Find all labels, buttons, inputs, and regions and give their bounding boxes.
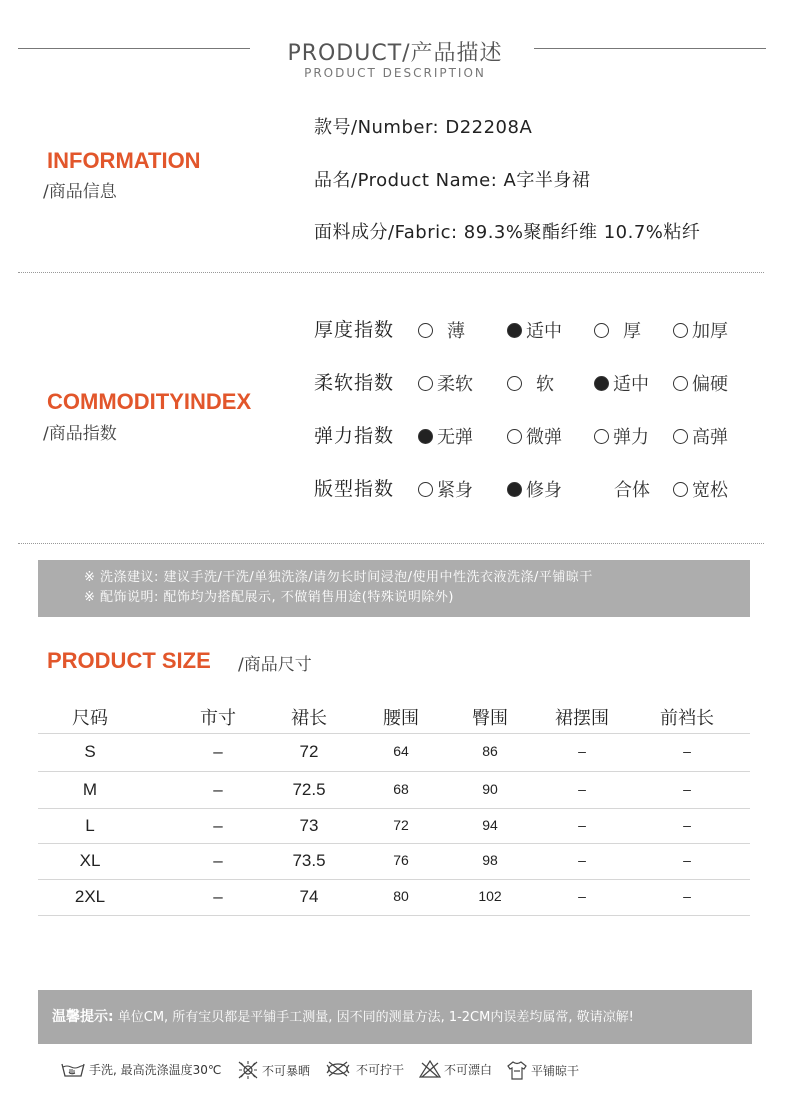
wash-advice-box [38,560,750,617]
product-size-heading: PRODUCT SIZE [47,648,211,673]
index-row-label: 厚度指数 [314,319,395,341]
tip-label: 温馨提示: [52,1009,114,1025]
index-option-label: 合体 [614,480,650,501]
size-cell: 73 [299,816,319,835]
index-option [507,423,562,449]
index-option-label: 薄 [447,321,465,342]
no-sun-icon [237,1060,259,1080]
size-cell: 94 [482,817,498,833]
care-label: 手洗, 最高洗涤温度30℃ [89,1062,222,1077]
no-wring-icon [323,1060,353,1078]
size-cell: – [213,742,223,761]
index-option-label: 宽松 [692,480,728,501]
index-option [418,370,473,396]
accessory-note-line: ※ 配饰说明: 配饰均为搭配展示, 不做销售用途(特殊说明除外) [84,590,454,605]
size-cell: 72.5 [292,780,326,799]
size-cell: 73.5 [292,851,326,870]
flat-dry-icon [506,1060,528,1080]
index-option-label: 紧身 [437,480,473,501]
size-cell: – [578,743,586,759]
page-title: PRODUCT/产品描述 [287,41,503,66]
index-option [507,476,562,502]
care-no-wring [323,1060,404,1078]
size-cell: 76 [393,852,409,868]
size-cell: 86 [482,743,498,759]
index-option [507,317,562,343]
product-name-field: 品名/Product Name: A字半身裙 [314,170,591,191]
size-cell: S [84,742,96,761]
care-flat-dry [506,1060,579,1080]
size-cell: 102 [478,888,502,904]
index-row-label: 柔软指数 [314,372,395,394]
size-cell: – [578,852,586,868]
index-option [673,370,728,396]
index-option [418,476,473,502]
radio-selected-icon [594,376,609,391]
index-row-label: 弹力指数 [314,425,395,447]
information-heading: INFORMATION [47,148,201,173]
wash-advice-line: ※ 洗涤建议: 建议手洗/干洗/单独洗涤/请勿长时间浸泡/使用中性洗衣液洗涤/平铺晾干 [84,570,593,585]
radio-empty-icon [673,482,688,497]
size-cell: – [683,817,691,833]
product-size-subheading: /商品尺寸 [238,655,312,675]
index-row-label: 版型指数 [314,478,395,500]
fabric-field: 面料成分/Fabric: 89.3%聚酯纤维 10.7%粘纤 [314,222,701,243]
size-cell: – [683,852,691,868]
index-option-label: 适中 [526,321,562,342]
size-cell: – [683,781,691,797]
index-option [418,423,473,449]
care-hand-wash [60,1060,221,1078]
size-cell: – [578,888,586,904]
size-cell: – [213,851,223,870]
size-row-divider [38,733,750,734]
index-option [673,317,728,343]
index-option [594,317,641,343]
radio-empty-icon [507,429,522,444]
tip-text: 单位CM, 所有宝贝都是平铺手工测量, 因不同的测量方法, 1-2CM内误差均属常, 敬请凉解! [113,1010,634,1025]
size-cell: 72 [299,742,319,761]
radio-empty-icon [673,429,688,444]
radio-empty-icon [418,482,433,497]
size-cell: 64 [393,743,409,759]
radio-empty-icon [418,323,433,338]
size-cell: 80 [393,888,409,904]
index-option-label: 无弹 [437,427,473,448]
care-label: 不可漂白 [444,1062,493,1077]
index-option [594,423,649,449]
index-option-label: 加厚 [692,321,728,342]
care-label: 平铺晾干 [531,1063,580,1078]
size-column-header: 裙摆围 [555,708,609,729]
radio-empty-icon [673,376,688,391]
size-cell: 2XL [74,887,106,906]
size-column-header: 前裆长 [660,708,714,729]
index-option [673,423,728,449]
information-subheading: /商品信息 [43,182,117,202]
care-no-sun [237,1060,310,1080]
size-cell: 68 [393,781,409,797]
index-option-label: 修身 [526,480,562,501]
radio-empty-icon [673,323,688,338]
index-option [507,370,554,396]
size-cell: M [82,780,98,799]
size-column-header: 裙长 [291,708,327,729]
size-column-header: 市寸 [200,708,236,729]
index-option-label: 弹力 [613,427,649,448]
care-label: 不可暴晒 [262,1063,311,1078]
size-cell: – [578,817,586,833]
index-option-label: 适中 [613,374,649,395]
size-row-divider [38,843,750,844]
size-cell: – [213,816,223,835]
size-cell: 98 [482,852,498,868]
size-row-divider [38,915,750,916]
size-cell: – [683,743,691,759]
radio-empty-icon [594,429,609,444]
size-column-header: 臀围 [472,708,508,729]
size-cell: – [683,888,691,904]
radio-empty-icon [418,376,433,391]
size-cell: 74 [299,887,319,906]
radio-selected-icon [507,482,522,497]
size-cell: – [213,780,223,799]
radio-selected-icon [507,323,522,338]
size-column-header: 尺码 [72,708,108,729]
size-row-divider [38,771,750,772]
radio-empty-icon [507,376,522,391]
radio-selected-icon [418,429,433,444]
index-option-label: 偏硬 [692,374,728,395]
index-option-label: 高弹 [692,427,728,448]
care-label: 不可拧干 [356,1062,405,1077]
size-cell: 72 [393,817,409,833]
divider [18,272,764,273]
size-cell: L [85,816,95,835]
hand-wash-icon [60,1060,86,1078]
size-cell: – [578,781,586,797]
size-cell: – [213,887,223,906]
index-option-label: 柔软 [437,374,473,395]
radio-empty-icon [594,323,609,338]
index-option [418,317,465,343]
index-option [673,476,728,502]
index-option-label: 微弹 [526,427,562,448]
size-row-divider [38,879,750,880]
commodity-index-heading: COMMODITYINDEX [47,389,252,414]
size-row-divider [38,808,750,809]
page-subtitle: PRODUCT DESCRIPTION [304,66,486,80]
size-cell: XL [79,851,101,870]
index-option [594,370,649,396]
commodity-index-subheading: /商品指数 [43,424,117,444]
care-no-bleach [419,1060,492,1078]
index-option [614,476,650,502]
index-option-label: 厚 [623,321,641,342]
size-column-header: 腰围 [383,708,419,729]
index-option-label: 软 [536,374,554,395]
no-bleach-icon [419,1060,441,1078]
number-field: 款号/Number: D22208A [314,117,533,138]
divider [18,543,764,544]
size-cell: 90 [482,781,498,797]
tip-banner [38,990,752,1044]
